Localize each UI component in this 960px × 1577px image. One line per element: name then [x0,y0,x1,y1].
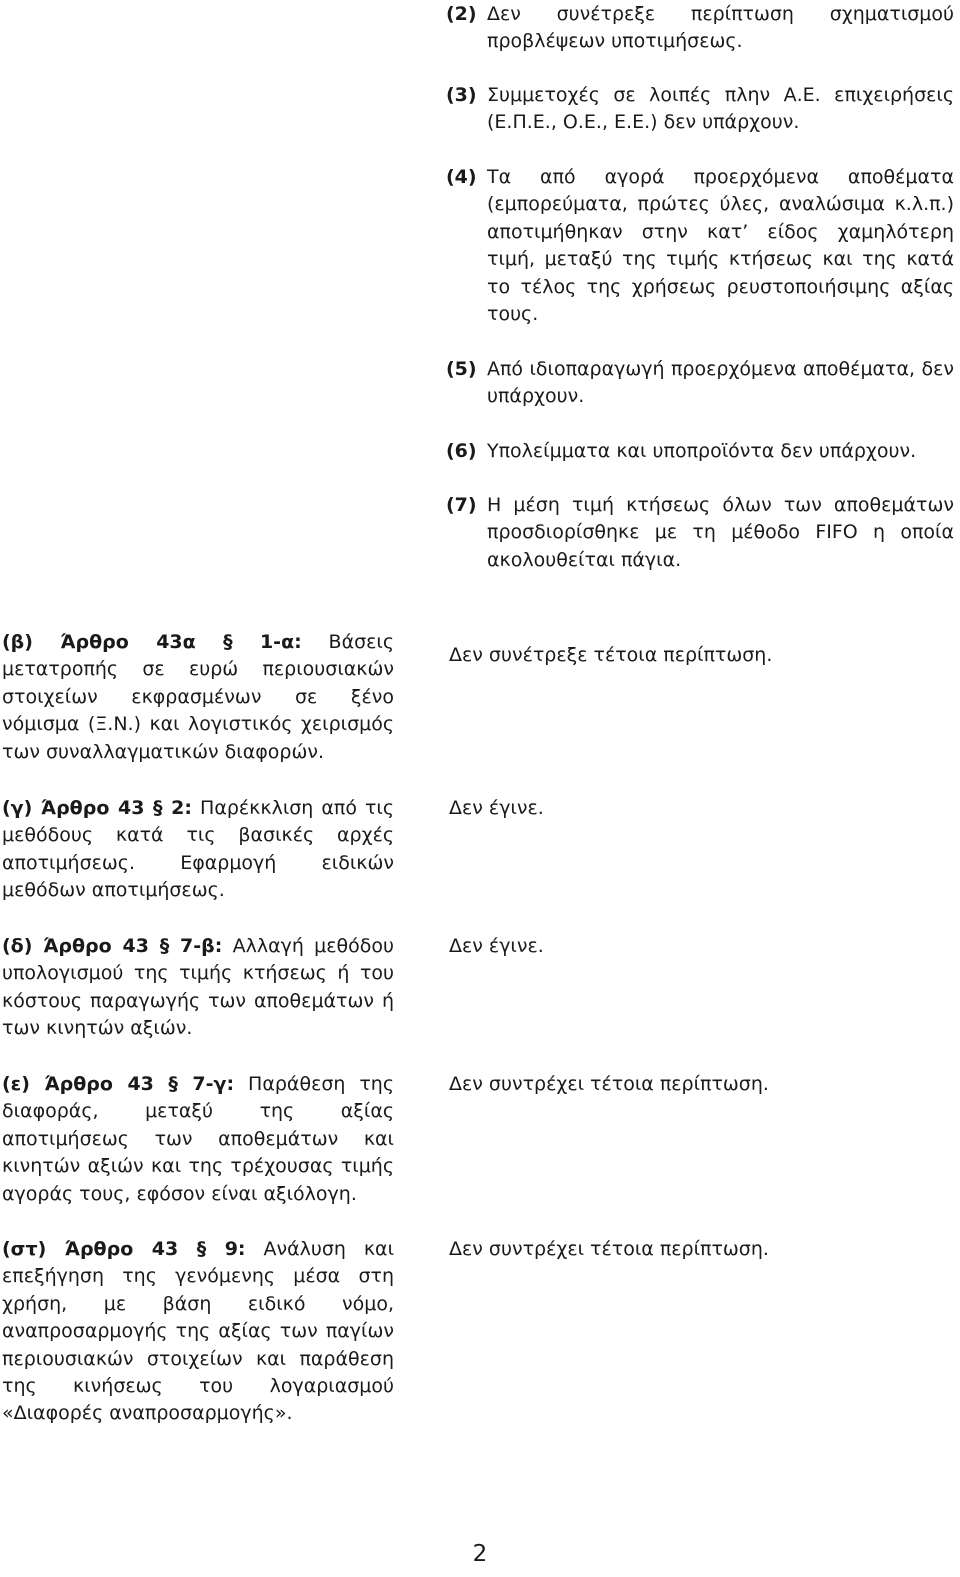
article-b [2,629,394,766]
upper-item-3 [446,82,954,137]
item-text: Υπολείμματα και υποπροϊόντα δεν υπάρχουν. [487,440,917,462]
article-text: Βάσεις μετατροπής σε ευρώ περιουσιακών στοιχείων εκφρασμένων σε ξένο νόμισμα (Ξ.Ν.) και λογιστικός χειρισμός των συναλλαγματικών διαφορών. [2,631,394,763]
item-number: (4) [446,166,477,188]
article-b-answer: Δεν συνέτρεξε τέτοια περίπτωση. [449,644,773,666]
upper-item-2 [446,1,954,56]
upper-item-4 [446,164,954,328]
article-e [2,1071,394,1208]
item-text: Συμμετοχές σε λοιπές πλην Α.Ε. επιχειρήσεις (Ε.Π.Ε., Ο.Ε., Ε.Ε.) δεν υπάρχουν. [487,84,954,134]
item-text: Από ιδιοπαραγωγή προερχόμενα αποθέματα, δεν υπάρχουν. [487,358,954,408]
article-text: Παράθεση της διαφοράς, μεταξύ της αξίας αποτιμήσεως των αποθεμάτων και κινητών αξιών και της τρέχουσας τιμής αγοράς τους, εφόσον είναι αξιόλογη. [2,1073,395,1205]
article-label: (στ) Άρθρο 43 § 9: [2,1238,246,1260]
upper-item-5 [446,356,954,411]
page-number: 2 [472,1541,488,1567]
article-text: Παρέκκλιση από τις μεθόδους κατά τις βασικές αρχές αποτιμήσεως. Εφαρμογή ειδικών μεθόδων αποτιμήσεως. [2,797,395,902]
article-label: (δ) Άρθρο 43 § 7-β: [2,935,223,957]
upper-item-6 [446,438,954,465]
item-text: Η μέση τιμή κτήσεως όλων των αποθεμάτων προσδιορίσθηκε με τη μέθοδο FIFO η οποία ακολουθείται πάγια. [487,494,954,571]
article-g [2,795,394,905]
article-st-answer: Δεν συντρέχει τέτοια περίπτωση. [449,1238,769,1260]
article-label: (β) Άρθρο 43α § 1-α: [2,631,302,653]
item-number: (7) [446,494,477,516]
article-text: Ανάλυση και επεξήγηση της γενόμενης μέσα στη χρήση, με βάση ειδικό νόμο, αναπροσαρμογής της αξίας των παγίων περιουσιακών στοιχείων και παράθεση της κινήσεως του λογαριασμού «Διαφορές αναπροσαρμογής». [2,1238,395,1425]
item-text: Τα από αγορά προερχόμενα αποθέματα (εμπορεύματα, πρώτες ύλες, αναλώσιμα κ.λ.π.) αποτιμήθηκαν στην κατ’ είδος χαμηλότερη τιμή, μεταξύ της τιμής κτήσεως και της κατά το τέλος της χρήσεως ρευστοποιήσιμης αξίας τους. [487,166,954,326]
item-number: (6) [446,440,477,462]
article-label: (ε) Άρθρο 43 § 7-γ: [2,1073,235,1095]
article-d [2,933,394,1043]
item-text: Δεν συνέτρεξε περίπτωση σχηματισμού προβλέψεων υποτιμήσεως. [487,3,954,53]
item-number: (2) [446,3,477,25]
upper-item-7 [446,492,954,574]
article-g-answer: Δεν έγινε. [449,797,544,819]
article-d-answer: Δεν έγινε. [449,935,544,957]
item-number: (3) [446,84,477,106]
article-label: (γ) Άρθρο 43 § 2: [2,797,192,819]
article-e-answer: Δεν συντρέχει τέτοια περίπτωση. [449,1073,769,1095]
article-st [2,1236,394,1428]
article-text: Αλλαγή μεθόδου υπολογισμού της τιμής κτήσεως ή του κόστους παραγωγής των αποθεμάτων ή των κινητών αξιών. [2,935,395,1040]
item-number: (5) [446,358,477,380]
